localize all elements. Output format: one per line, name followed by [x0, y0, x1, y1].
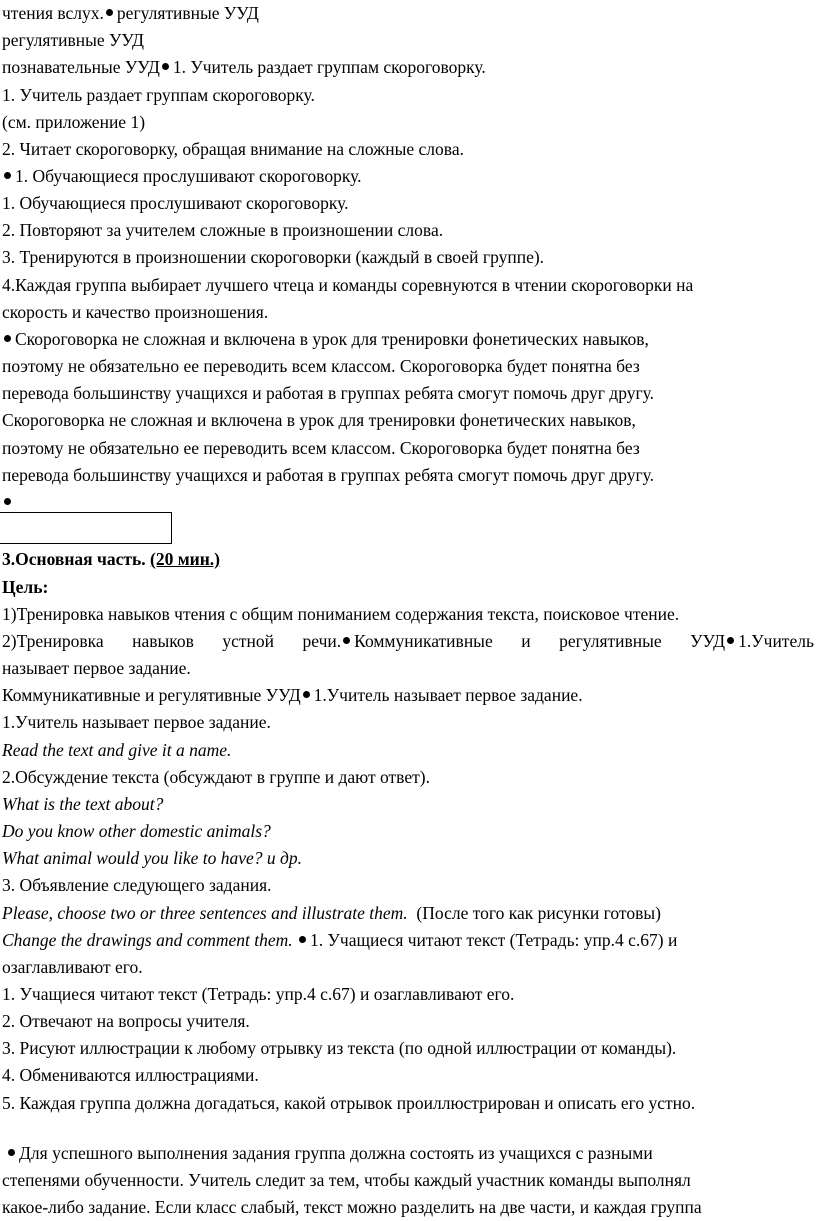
text-line: 3. Тренируются в произношении скороговорки (каждый в своей группе).	[2, 247, 545, 267]
english-instruction: Read the text and give it a name.	[2, 740, 232, 760]
text-line: называет первое задание.	[2, 658, 191, 678]
bullet-icon	[106, 9, 113, 16]
text-line: 2. Повторяют за учителем сложные в произношении слова.	[2, 220, 444, 240]
text-line: Please, choose two or three sentences and illustrate them. (После того как рисунки готовы)	[2, 903, 661, 923]
text-line: познавательные УУД 1. Учитель раздает группам скороговорку.	[2, 57, 486, 77]
text-line: поэтому не обязательно ее переводить всем классом. Скороговорка будет понятна без	[2, 356, 640, 376]
text-line: 4.Каждая группа выбирает лучшего чтеца и команды соревнуются в чтении скороговорки на	[2, 275, 694, 295]
text-line: 1)Тренировка навыков чтения с общим пониманием содержания текста, поисковое чтение.	[2, 604, 680, 624]
bullet-icon	[162, 63, 169, 70]
english-question: What animal would you like to have? и др.	[2, 848, 302, 868]
text-line: какое-либо задание. Если класс слабый, текст можно разделить на две части, и каждая группа	[2, 1197, 702, 1217]
text-line: скорость и качество произношения.	[2, 302, 269, 322]
text-line: 1. Учитель раздает группам скороговорку.	[2, 85, 315, 105]
text-line: Change the drawings and comment them. 1. Учащиеся читают текст (Тетрадь: упр.4 с.67) и	[2, 930, 678, 950]
text-line: 2. Отвечают на вопросы учителя.	[2, 1011, 250, 1031]
bullet-icon	[4, 498, 11, 505]
text-line: перевода большинству учащихся и работая в группах ребята смогут помочь друг другу.	[2, 465, 655, 485]
text-line: Коммуникативные и регулятивные УУД 1.Учитель называет первое задание.	[2, 685, 583, 705]
text-line-justified: 2)Тренировка навыков устной речи. Коммуникативные и регулятивные УУД 1.Учитель	[2, 631, 814, 651]
bullet-icon	[8, 1149, 15, 1156]
text-line: перевода большинству учащихся и работая в группах ребята смогут помочь друг другу.	[2, 383, 655, 403]
section-duration: (20 мин.)	[150, 549, 221, 569]
text-line: 4. Обмениваются иллюстрациями.	[2, 1065, 259, 1085]
empty-table-cell	[0, 512, 172, 544]
text-line: 2. Читает скороговорку, обращая внимание на сложные слова.	[2, 139, 464, 159]
english-question: What is the text about?	[2, 794, 164, 814]
text-line: 1. Обучающиеся прослушивают скороговорку.	[2, 165, 361, 187]
goal-label: Цель:	[2, 577, 49, 597]
bullet-icon	[303, 691, 310, 698]
text-line: поэтому не обязательно ее переводить всем классом. Скороговорка будет понятна без	[2, 438, 640, 458]
text-line: регулятивные УУД	[2, 30, 144, 50]
text-line: Для успешного выполнения задания группа должна состоять из учащихся с разными	[2, 1142, 653, 1164]
bullet-icon	[727, 637, 734, 644]
text-line: (см. приложение 1)	[2, 112, 146, 132]
bullet-icon	[4, 172, 11, 179]
english-question: Do you know other domestic animals?	[2, 821, 271, 841]
text-line: 2.Обсуждение текста (обсуждают в группе и дают ответ).	[2, 767, 430, 787]
text-line: Скороговорка не сложная и включена в урок для тренировки фонетических навыков,	[2, 328, 649, 350]
text-line: 1.Учитель называет первое задание.	[2, 712, 271, 732]
bullet-icon	[299, 936, 306, 943]
text-line: озаглавливают его.	[2, 957, 143, 977]
text-line: 3. Объявление следующего задания.	[2, 875, 272, 895]
text-line: чтения вслух. регулятивные УУД	[2, 3, 259, 23]
text-line: 5. Каждая группа должна догадаться, какой отрывок проиллюстрирован и описать его устно.	[2, 1093, 696, 1113]
section-heading: 3.Основная часть. (20 мин.)	[2, 549, 221, 569]
text-line: 3. Рисуют иллюстрации к любому отрывку из текста (по одной иллюстрации от команды).	[2, 1038, 677, 1058]
text-line: Скороговорка не сложная и включена в урок для тренировки фонетических навыков,	[2, 410, 636, 430]
text-line: 1. Обучающиеся прослушивают скороговорку.	[2, 193, 349, 213]
bullet-icon	[4, 335, 11, 342]
text-line: 1. Учащиеся читают текст (Тетрадь: упр.4 с.67) и озаглавливают его.	[2, 984, 515, 1004]
text-line	[2, 491, 15, 513]
bullet-icon	[343, 637, 350, 644]
text-line: степенями обученности. Учитель следит за тем, чтобы каждый участник команды выполнял	[2, 1170, 691, 1190]
